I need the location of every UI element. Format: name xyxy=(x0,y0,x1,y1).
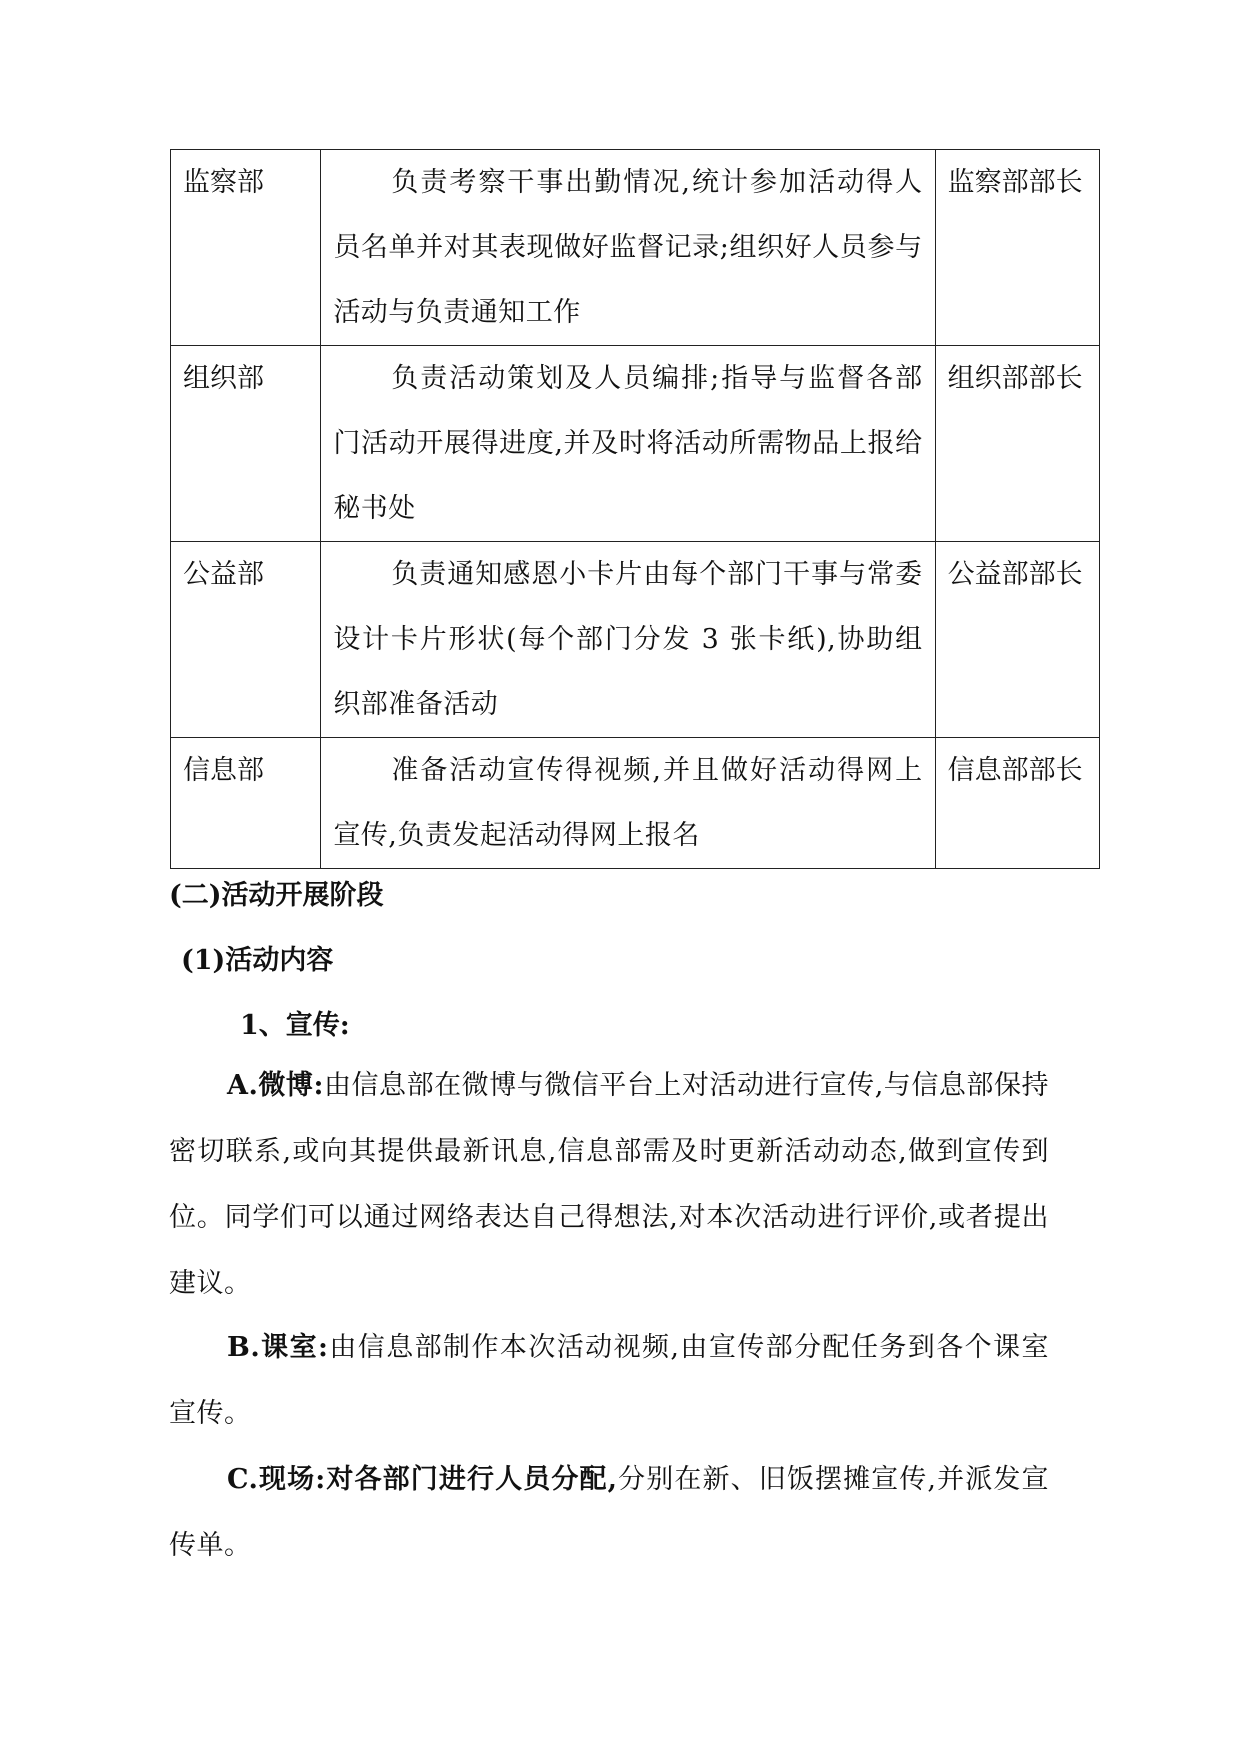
desc-cell xyxy=(321,346,935,542)
dept-cell: 监察部 xyxy=(171,150,321,346)
lead-cell: 监察部部长 xyxy=(935,150,1099,346)
desc-cell xyxy=(321,150,935,346)
paragraph-a-label: A.微博: xyxy=(227,1070,324,1101)
dept-cell: 公益部 xyxy=(171,542,321,738)
paragraph-c-text: 分别在新、旧饭摆摊宣传,并派发宣传单。 xyxy=(169,1464,1049,1561)
table-row xyxy=(171,542,1100,738)
stage-heading: (二)活动开展阶段 xyxy=(169,880,384,911)
paragraph-b-label: B.课室: xyxy=(227,1332,329,1363)
desc-text: 负责活动策划及人员编排;指导与监督各部门活动开展得进度,并及时将活动所需物品上报给秘书处 xyxy=(333,363,923,524)
lead-cell: 公益部部长 xyxy=(935,542,1099,738)
paragraph-c-bold-text: 对各部门进行人员分配, xyxy=(325,1464,618,1495)
dept-cell: 信息部 xyxy=(171,738,321,869)
desc-cell xyxy=(321,738,935,869)
lead-cell: 信息部部长 xyxy=(935,738,1099,869)
dept-cell: 组织部 xyxy=(171,346,321,542)
desc-cell xyxy=(321,542,935,738)
paragraph-a xyxy=(169,1053,1049,1317)
publicity-heading: 1、宣传: xyxy=(240,1010,350,1041)
lead-cell: 组织部部长 xyxy=(935,346,1099,542)
content-heading: (1)活动内容 xyxy=(181,945,334,976)
table-row xyxy=(171,150,1100,346)
table-row xyxy=(171,738,1100,869)
paragraph-b xyxy=(169,1315,1049,1447)
desc-text: 负责考察干事出勤情况,统计参加活动得人员名单并对其表现做好监督记录;组织好人员参与活动与负责通知工作 xyxy=(333,167,923,328)
duty-table xyxy=(170,149,1100,869)
paragraph-c-label: C.现场: xyxy=(227,1464,326,1495)
desc-text: 负责通知感恩小卡片由每个部门干事与常委设计卡片形状(每个部门分发 3 张卡纸),协助组织部准备活动 xyxy=(333,559,923,720)
paragraph-b-text: 由信息部制作本次活动视频,由宣传部分配任务到各个课室宣传。 xyxy=(169,1332,1049,1429)
desc-text: 准备活动宣传得视频,并且做好活动得网上宣传,负责发起活动得网上报名 xyxy=(333,755,923,851)
paragraph-c xyxy=(169,1447,1049,1579)
table-row xyxy=(171,346,1100,542)
paragraph-a-text: 由信息部在微博与微信平台上对活动进行宣传,与信息部保持密切联系,或向其提供最新讯息,信息部需及时更新活动动态,做到宣传到位。同学们可以通过网络表达自己得想法,对本次活动进行评价,或者提出建议。 xyxy=(169,1070,1049,1299)
